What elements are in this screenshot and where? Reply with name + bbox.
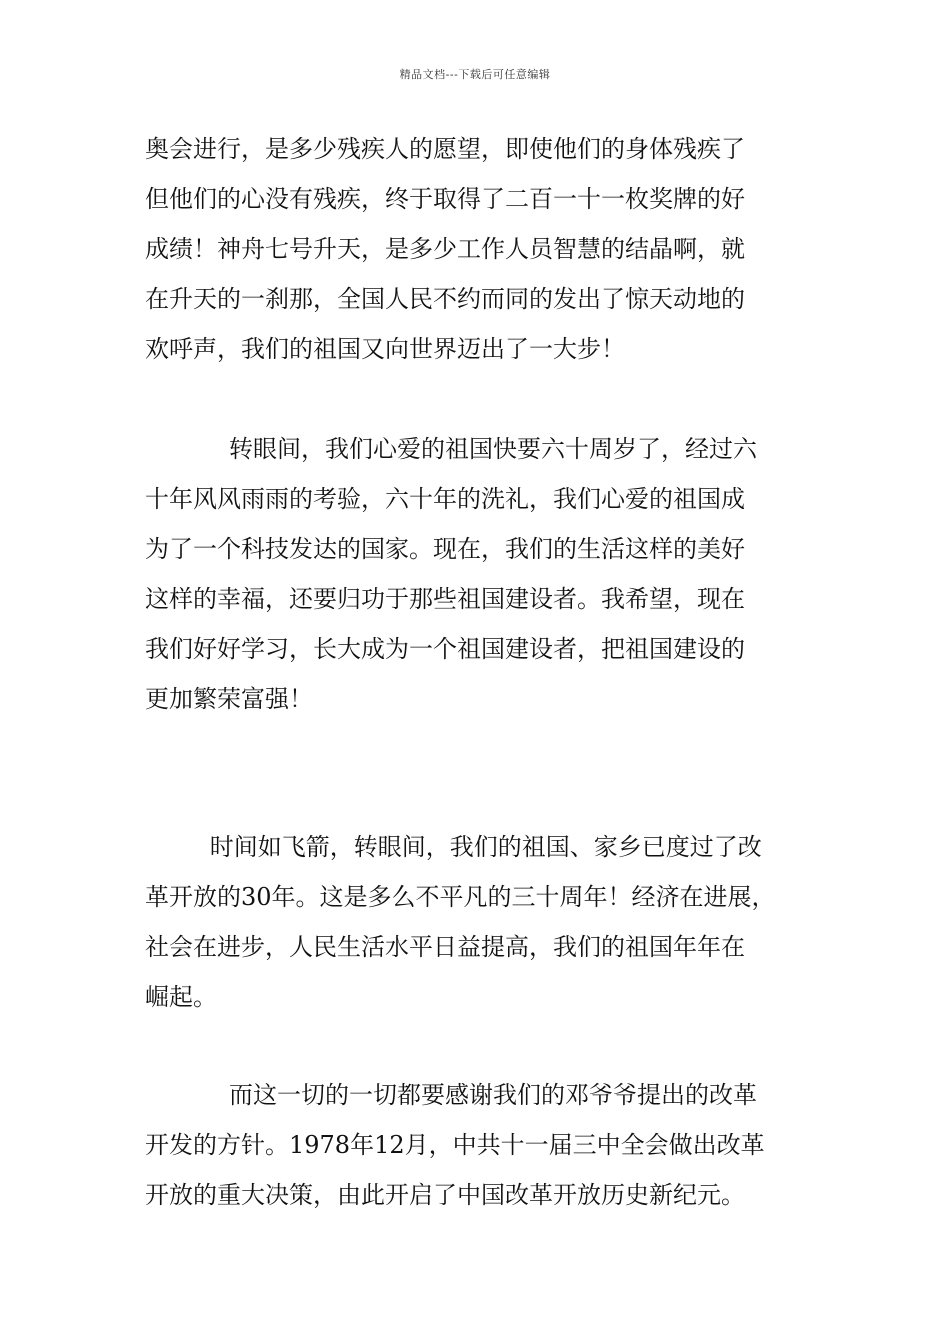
paragraph-line: 革开放的30年。这是多么不平凡的三十周年！经济在进展， (145, 883, 776, 911)
paragraph-line: 社会在进步，人民生活水平日益提高，我们的祖国年年在 (145, 933, 745, 961)
paragraph-line: 我们好好学习，长大成为一个祖国建设者，把祖国建设的 (145, 635, 745, 663)
paragraph-4 (145, 1070, 815, 1220)
paragraph-line: 欢呼声，我们的祖国又向世界迈出了一大步！ (145, 335, 625, 363)
paragraph-line: 十年风风雨雨的考验，六十年的洗礼，我们心爱的祖国成 (145, 485, 745, 513)
paragraph-3 (145, 822, 815, 1022)
paragraph-line: 崛起。 (145, 983, 217, 1011)
paragraph-line: 更加繁荣富强！ (145, 685, 313, 713)
paragraph-line: 但他们的心没有残疾，终于取得了二百一十一枚奖牌的好 (145, 185, 745, 213)
paragraph-2 (145, 424, 815, 724)
paragraph-line: 转眼间，我们心爱的祖国快要六十周岁了，经过六 (229, 435, 757, 463)
page-header: 精品文档---下载后可任意编辑 (399, 68, 551, 81)
paragraph-1 (145, 124, 815, 374)
paragraph-line: 而这一切的一切都要感谢我们的邓爷爷提出的改革 (229, 1081, 757, 1109)
paragraph-line: 这样的幸福，还要归功于那些祖国建设者。我希望，现在 (145, 585, 745, 613)
paragraph-line: 开放的重大决策，由此开启了中国改革开放历史新纪元。 (145, 1181, 745, 1209)
paragraph-line: 为了一个科技发达的国家。现在，我们的生活这样的美好 (145, 535, 745, 563)
paragraph-line: 开发的方针。1978年12月，中共十一届三中全会做出改革 (145, 1131, 765, 1159)
paragraph-line: 奥会进行，是多少残疾人的愿望，即使他们的身体残疾了 (145, 135, 745, 163)
paragraph-line: 时间如飞箭，转眼间，我们的祖国、家乡已度过了改 (209, 833, 762, 861)
paragraph-line: 在升天的一刹那，全国人民不约而同的发出了惊天动地的 (145, 285, 745, 313)
paragraph-line: 成绩！神舟七号升天，是多少工作人员智慧的结晶啊，就 (145, 235, 745, 263)
